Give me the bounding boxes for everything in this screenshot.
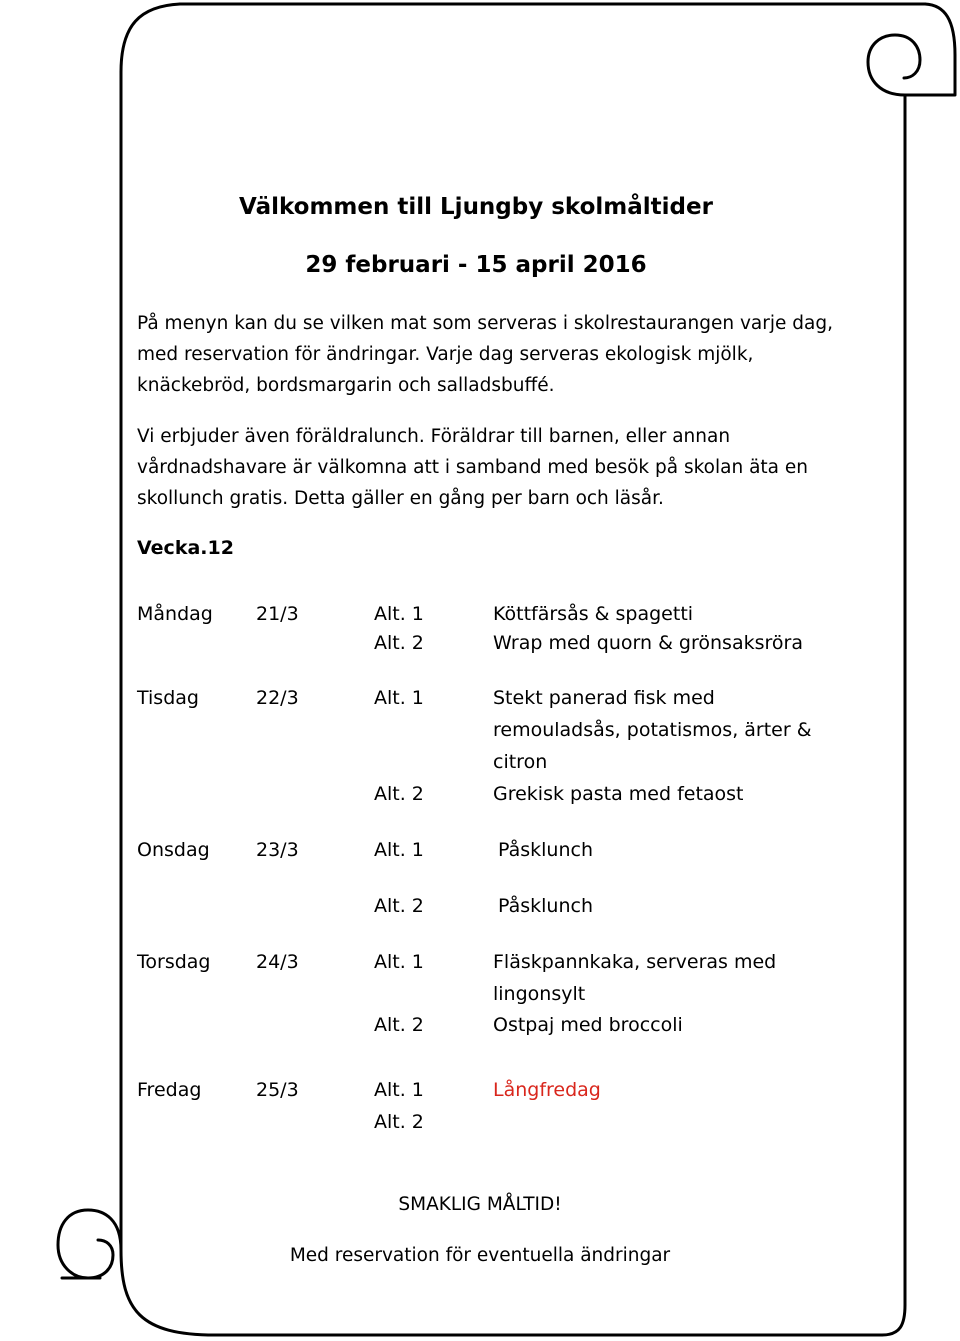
dish: Köttfärsås & spagetti [493,603,694,625]
day-name: Torsdag [137,951,211,973]
dish: Fläskpannkaka, serveras med lingonsylt [493,951,777,1005]
day-date: 21/3 [256,603,299,625]
smaklig-maltid: SMAKLIG MÅLTID! [398,1194,562,1215]
day-date: 22/3 [256,687,299,709]
parents-lunch-text: Vi erbjuder även föräldralunch. Föräldrar till barnen, eller annan vårdnadshavare är välkomna att i samband med besök på skolan äta en skollunch gratis. Detta gäller en gång per barn och läsår. [137,426,808,509]
menu-period: 29 februari - 15 april 2016 [305,252,647,278]
reservation-note: Med reservation för eventuella ändringar [289,1245,671,1266]
week-label: Vecka.12 [137,537,234,559]
day-name: Fredag [137,1079,202,1101]
day-name: Tisdag [137,687,199,709]
day-date: 25/3 [256,1079,299,1101]
dish: Stekt panerad fisk med remouladsås, potatismos, ärter & citron [493,687,812,773]
alt-label: Alt. 1 [374,603,424,625]
day-date: 23/3 [256,839,299,861]
day-name: Måndag [137,603,213,625]
dish: Påsklunch [498,895,593,917]
alt-label: Alt. 1 [374,839,424,861]
alt-label: Alt. 2 [374,895,424,917]
intro-text: På menyn kan du se vilken mat som serveras i skolrestaurangen varje dag, med reservation för ändringar. Varje dag serveras ekologisk mjölk, knäckebröd, bordsmargarin och salladsbuffé. [137,313,833,396]
alt-label: Alt. 1 [374,687,424,709]
alt-label: Alt. 1 [374,951,424,973]
alt-label: Alt. 2 [374,632,424,654]
day-name: Onsdag [137,839,210,861]
dish: Wrap med quorn & grönsaksröra [493,632,803,654]
dish: Grekisk pasta med fetaost [493,783,744,805]
alt-label: Alt. 2 [374,1014,424,1036]
page-title: Välkommen till Ljungby skolmåltider [239,194,713,220]
alt-label: Alt. 2 [374,1111,424,1133]
alt-label: Alt. 2 [374,783,424,805]
alt-label: Alt. 1 [374,1079,424,1101]
day-date: 24/3 [256,951,299,973]
dish-holiday: Långfredag [493,1079,601,1101]
dish: Påsklunch [498,839,593,861]
dish: Ostpaj med broccoli [493,1014,683,1036]
